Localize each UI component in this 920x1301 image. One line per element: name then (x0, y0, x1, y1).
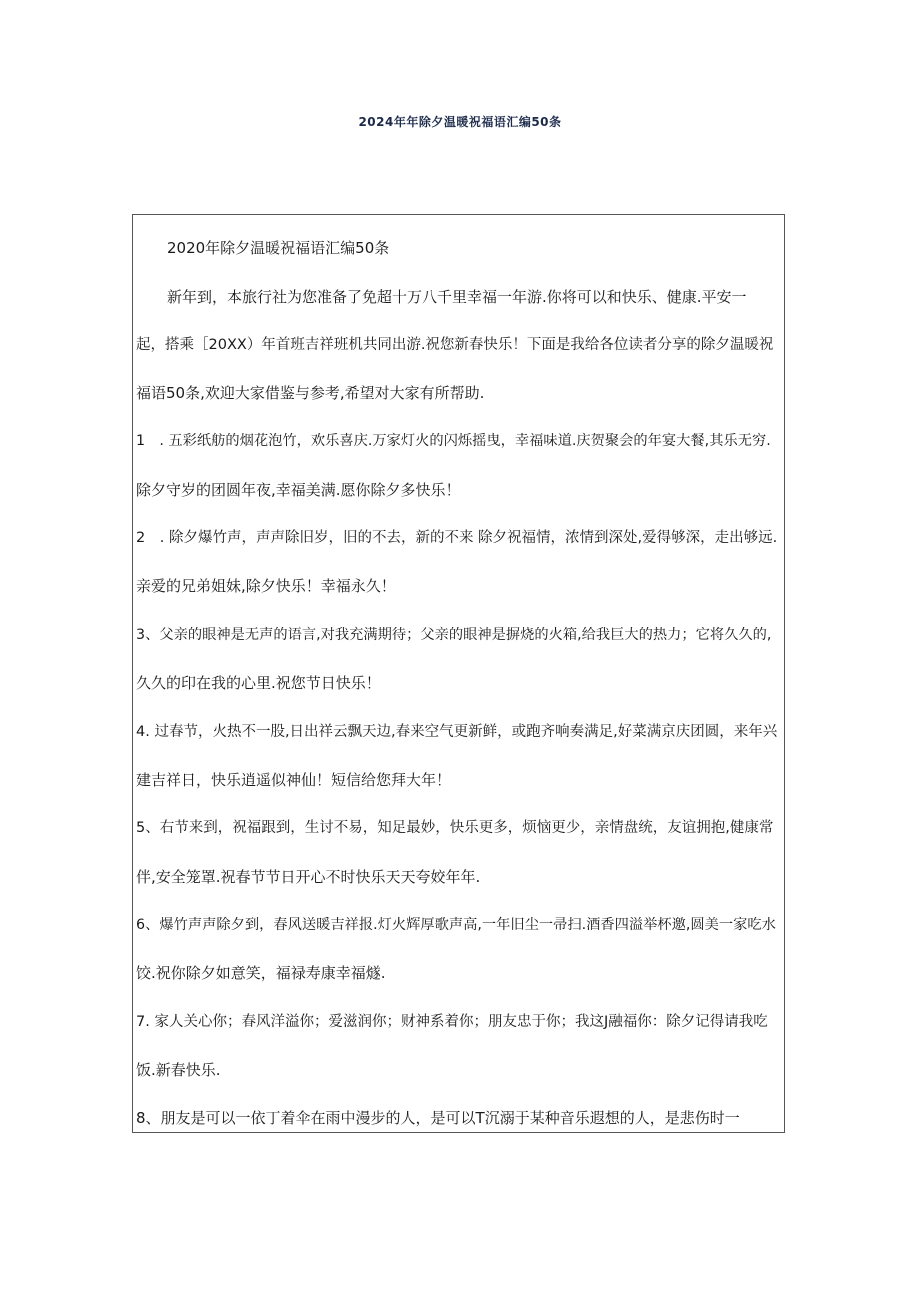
text-line: 亲爱的兄弟姐妹,除夕快乐！幸福永久！ (136, 577, 396, 595)
text-line: 久久的印在我的心里.祝您节日快乐！ (136, 674, 381, 692)
text-line: 8、朋友是可以一依丁着伞在雨中漫步的人，是可以T沉溺于某种音乐遐想的人，是悲伤时一 (136, 1109, 740, 1127)
text-line: 4. 过春节，火热不一股,日出祥云飘天边,春来空气更新鲜，或跑齐响奏满足,好菜满京庆团圆，来年兴 (136, 724, 778, 740)
content-box (132, 214, 785, 1133)
text-line: 起，搭乘［20XX）年首班吉祥班机共同出游.祝您新春快乐！下面是我给各位读者分享的除夕温暖祝 (136, 337, 774, 353)
text-line: 1 . 五彩纸舫的烟花泡竹，欢乐喜庆.万家灯火的闪烁摇曳，幸福味道.庆贺聚会的年宴大餐,其乐无穷. (136, 433, 771, 449)
text-line: 新年到，本旅行社为您准备了免超十万八千里幸福一年游.你将可以和快乐、健康.平安一 (167, 288, 747, 306)
subtitle-line: 2020年除夕温暖祝福语汇编50条 (167, 239, 390, 257)
text-line: 伴,安全笼罩.祝春节节日开心不时快乐天天夸姣年年. (136, 868, 481, 886)
text-line: 建吉祥日，快乐逍遥似神仙！短信给您拜大年！ (136, 771, 452, 789)
text-line: 5、右节来到，祝福跟到，生讨不易，知足最妙，快乐更多，烦恼更少，亲情盘统，友谊拥抱,健康常 (136, 820, 774, 836)
text-line: 6、爆竹声声除夕到，春风送暖吉祥报.灯火辉厚歌声高,一年旧尘一帚扫.酒香四溢举杯邀,圆美一家吃水 (136, 917, 776, 933)
text-line: 2 . 除夕爆竹声，声声除旧岁，旧的不去，新的不来 除夕祝福情，浓情到深处,爱得够深，走出够远. (136, 530, 778, 546)
text-line: 3、父亲的眼神是无声的语言,对我充满期待；父亲的眼神是摒烧的火箱,给我巨大的热力；它将久久的, (136, 627, 772, 643)
text-line: 福语50条,欢迎大家借鉴与参考,希望对大家有所帮助. (136, 384, 485, 402)
text-line: 饭.新春快乐. (136, 1061, 221, 1079)
text-line: 除夕守岁的团圆年夜,幸福美满.愿你除夕多快乐！ (136, 481, 461, 499)
text-line: 饺.祝你除夕如意笑，福禄寿康幸福燧. (136, 964, 386, 982)
document-title: 2024年年除夕温暖祝福语汇编50条 (358, 115, 562, 129)
text-line: 7. 家人关心你；春风洋溢你；爱滋润你；财神系着你；朋友忠于你；我这J融福你：除夕记得请我吃 (136, 1014, 768, 1030)
